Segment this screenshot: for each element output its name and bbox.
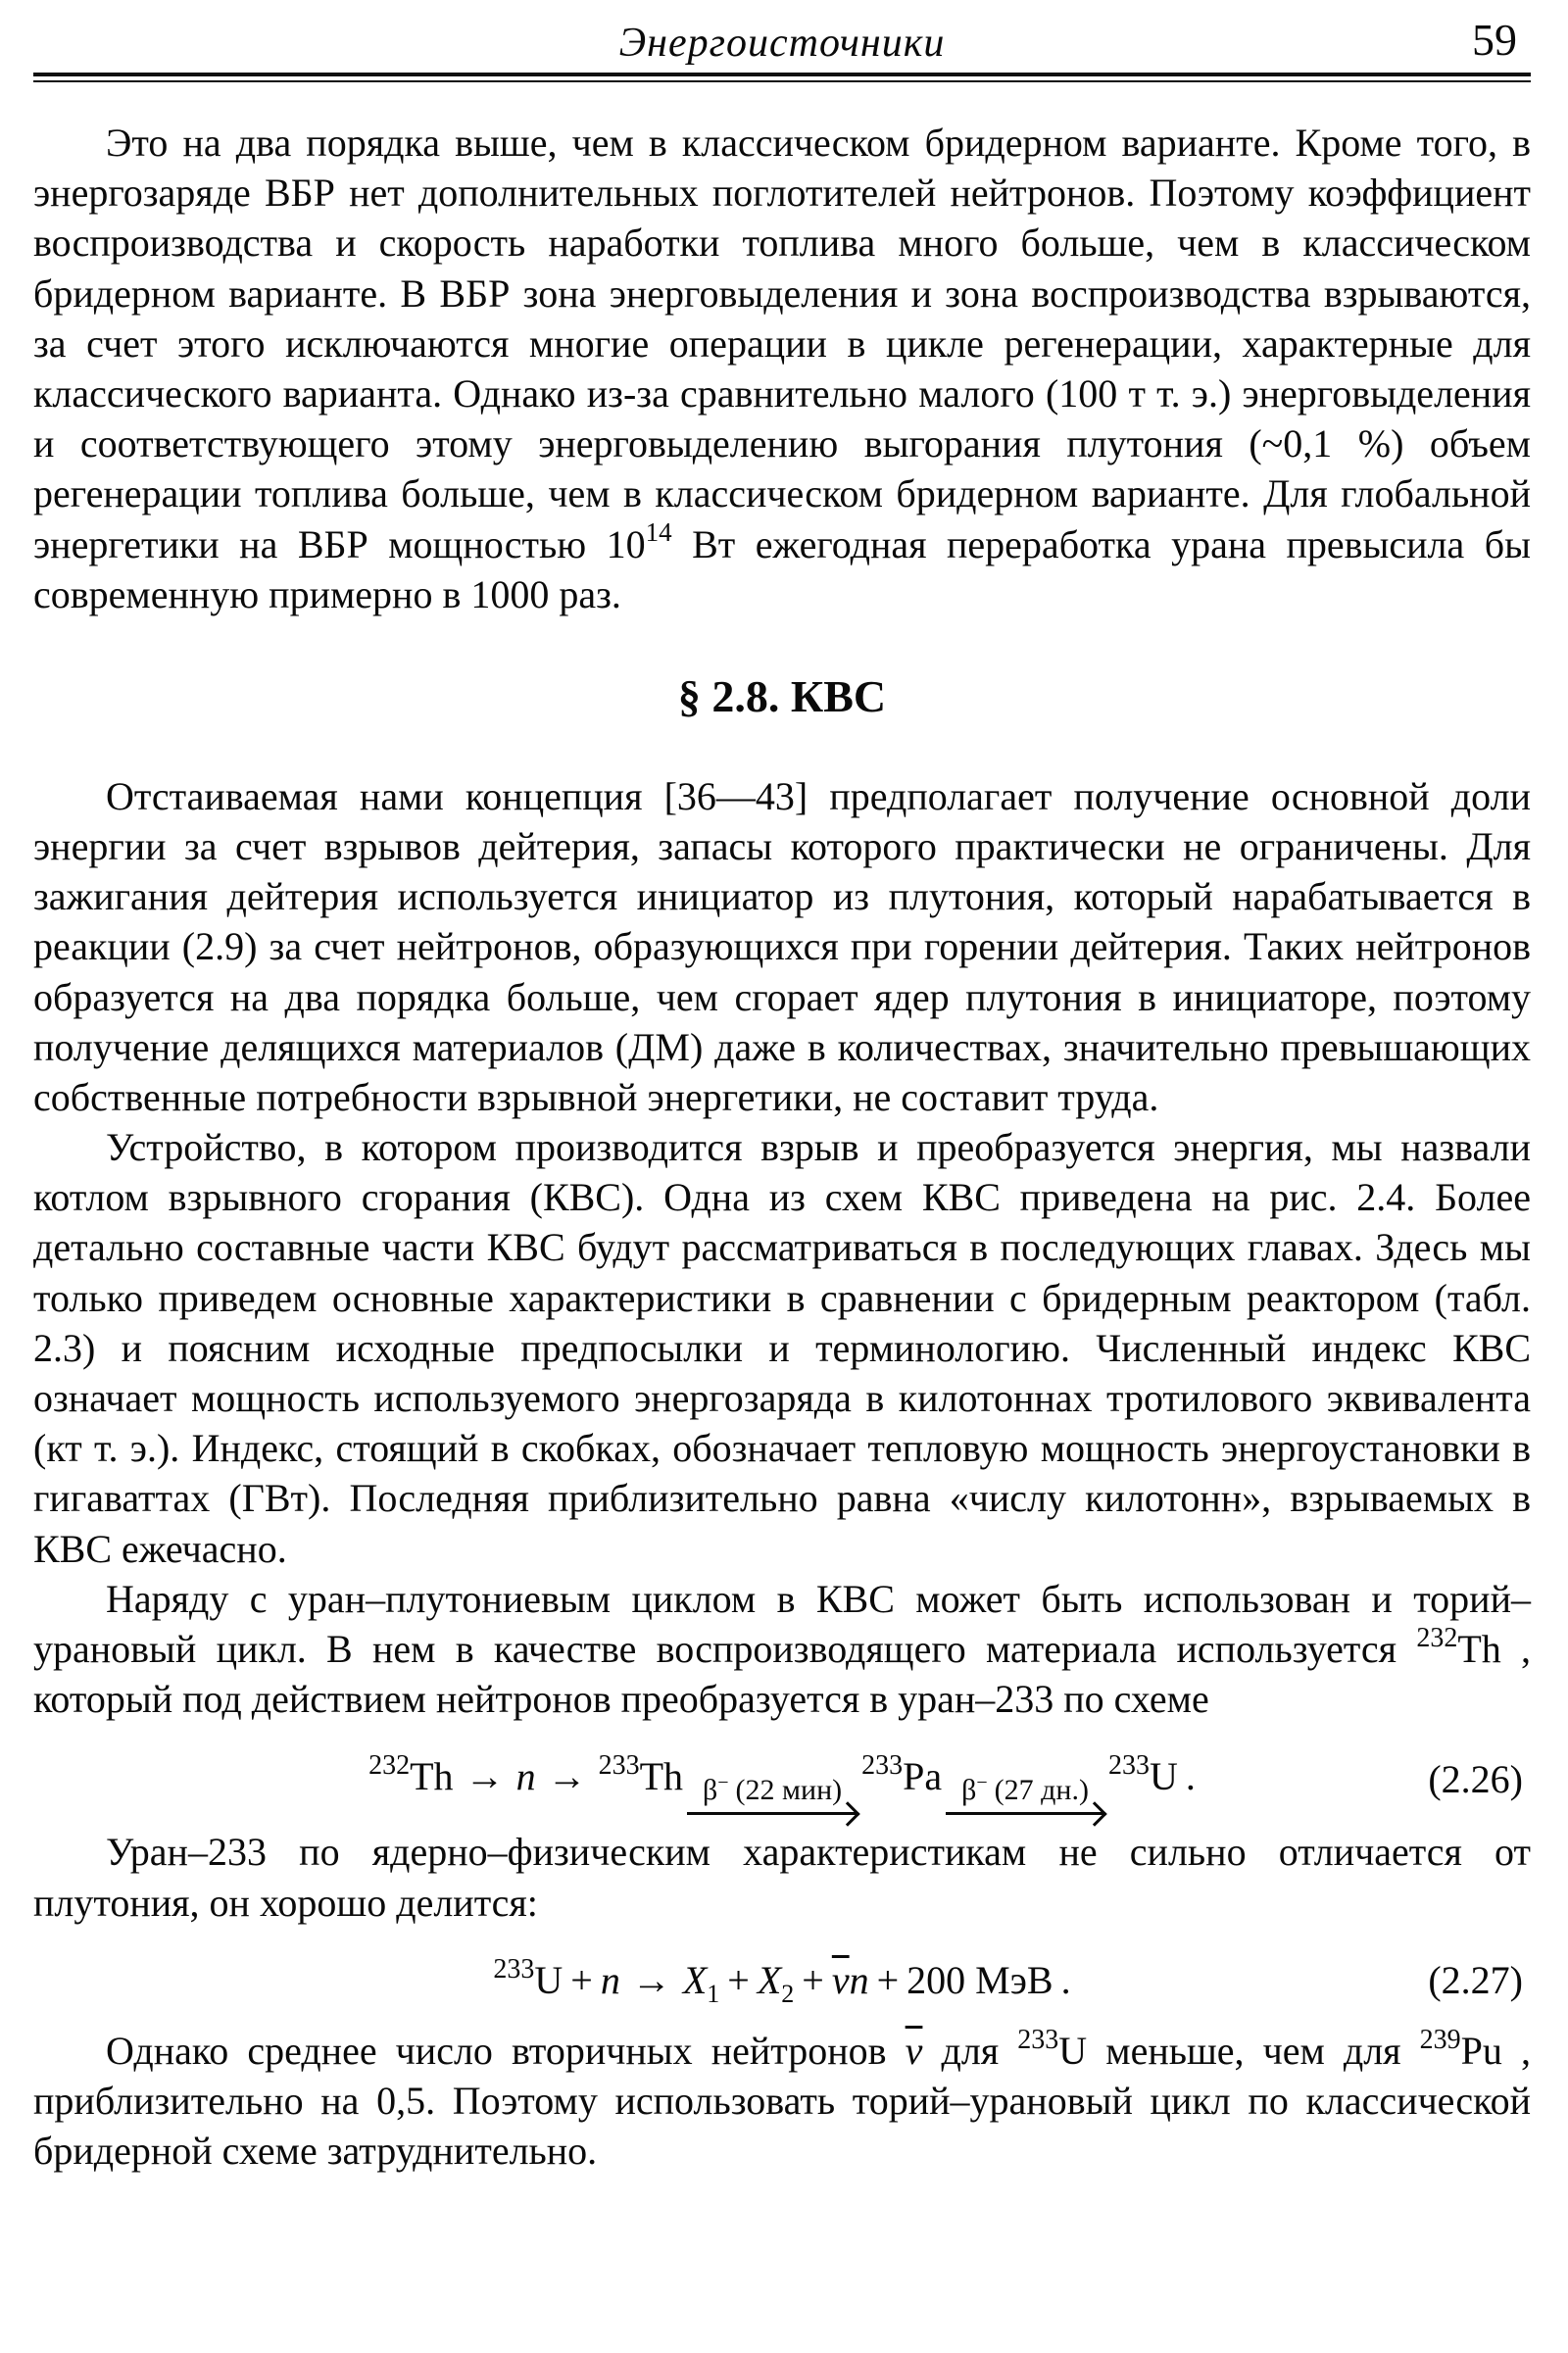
- paragraph-6: [33, 2026, 1531, 2177]
- paragraph-2: Отстаиваемая нами концепция [36—43] предполагает получение основной доли энергии за счет взрывов дейтерия, запасы которого практически не ограничены. Для зажигания дейтерия используется инициатор из плутония, который нарабатывается в реакции (2.9) за счет нейтронов, образующихся при горении дейтерия. Таких нейтронов образуется на два порядка больше, чем сгорает ядер плутония в инициаторе, поэтому получение делящихся материалов (ДМ) даже в количествах, значительно превышающих собственные потребности взрывной энергетики, не составит труда.: [33, 773, 1531, 1119]
- page-body: [33, 118, 1531, 2176]
- paragraph-4: [33, 1574, 1531, 1725]
- paragraph-1: [33, 118, 1531, 619]
- nuclide-th233: [598, 1750, 683, 1800]
- beta-symbol-2: β: [961, 1774, 977, 1807]
- arrow-right-2: →: [547, 1754, 587, 1799]
- arrow-right-1: →: [465, 1754, 505, 1799]
- u233-mass: 233: [1107, 1750, 1150, 1782]
- neutron-symbol: n: [849, 1957, 869, 2002]
- plus-sign: +: [727, 1957, 750, 2002]
- equation-2-26: [33, 1750, 1531, 1807]
- energy-release: 200 МэВ: [906, 1957, 1054, 2002]
- plus-sign: +: [570, 1957, 593, 2002]
- nu-bar-n-term: [832, 1957, 869, 2004]
- power-exponent: 14: [645, 516, 672, 547]
- fragment-x1: $X_1$: [682, 1957, 720, 2008]
- page-number: 59: [1472, 15, 1517, 65]
- arrow-shaft-icon: [946, 1812, 1104, 1815]
- arrow-shaft-icon: [687, 1812, 858, 1815]
- nuclide-th232: [368, 1750, 454, 1800]
- plus-sign: +: [802, 1957, 824, 2002]
- th232-mass: 232: [368, 1750, 411, 1782]
- nuclide-u233: [493, 1953, 564, 2004]
- th233-mass: 233: [598, 1750, 640, 1782]
- running-title: Энергоисточники: [618, 21, 946, 66]
- u233-symbol: U: [1149, 1754, 1178, 1799]
- fragment-x2: $X_2$: [757, 1957, 795, 2008]
- nu-bar-symbol: $\overline{\nu}$: [905, 2028, 923, 2073]
- header-rule: [33, 73, 1531, 82]
- paragraph-6-text-a: Однако среднее число вторичных нейтронов: [106, 2028, 906, 2073]
- neutron-symbol: n: [600, 1957, 620, 2002]
- beta-symbol: β: [703, 1774, 718, 1807]
- paragraph-3: Устройство, в котором производится взрыв и преобразуется энергия, мы назвали котлом взрывного сгорания (КВС). Одна из схем КВС приведена на рис. 2.4. Более детально составные части КВС будут рассматриваться в последующих главах. Здесь мы только приведем основные характеристики в сравнении с бридерным реактором (табл. 2.3) и поясним исходные предпосылки и терминологию. Численный индекс КВС означает мощность используемого энергозаряда в килотоннах тротилового эквивалента (кт т. э.). Индекс, стоящий в скобках, обозначает тепловую мощность энергоустановки в гигаваттах (ГВт). Последняя приблизительно равна «числу килотонн», взрываемых в КВС ежечасно.: [33, 1125, 1531, 1571]
- paragraph-1-text-a: Это на два порядка выше, чем в классическом бридерном варианте. Кроме того, в энергозаряде ВБР нет дополнительных поглотителей нейтронов. Поэтому коэффициент воспроизводства и скорость наработки топлива много больше, чем в классическом бридерном варианте. В ВБР зона энерговыделения и зона воспроизводства взрываются, за счет этого исключаются многие операции в цикле регенерации, характерные для классического варианта. Однако из-за сравнительно малого (100 т т. э.) энерговыделения и соответствующего этому энерговыделению выгорания плутония (~0,1 %) объем регенерации топлива больше, чем в классическом бридерном варианте. Для глобальной энергетики на ВБР мощностью 10: [33, 121, 1531, 566]
- arrow-right: →: [631, 1957, 671, 2002]
- paragraph-4-text-b: , который под действием нейтронов преобразуется в уран–233 по схеме: [33, 1626, 1532, 1722]
- pa233-mass: 233: [861, 1750, 904, 1782]
- decay-arrow-1-label: [687, 1774, 858, 1812]
- equation-period: .: [1185, 1754, 1196, 1799]
- equation-2-26-body: [368, 1750, 1196, 1807]
- th232-symbol: Th: [410, 1754, 454, 1799]
- thorium-232-symbol: Th: [1457, 1626, 1501, 1671]
- half-life-22-min: (22 мин): [735, 1774, 843, 1807]
- thorium-232-mass: 232: [1416, 1622, 1458, 1653]
- paragraph-4-text-a: Наряду с уран–плутониевым циклом в КВС может быть использован и торий–урановый цикл. В нем в качестве воспроизводящего материала используется: [33, 1576, 1531, 1671]
- paragraph-5: Уран–233 по ядерно–физическим характеристикам не сильно отличается от плутония, он хорошо делится:: [33, 1830, 1531, 1925]
- decay-arrow-1: [687, 1774, 858, 1815]
- half-life-27-days: (27 дн.): [994, 1774, 1089, 1807]
- equation-2-27: [33, 1953, 1531, 2008]
- equation-2-27-body: [493, 1953, 1071, 2008]
- equation-2-26-number: (2.26): [1428, 1756, 1523, 1801]
- equation-2-27-number: (2.27): [1428, 1957, 1523, 2002]
- nuclide-pa233: [861, 1750, 943, 1800]
- beta-minus-sign: −: [717, 1772, 729, 1794]
- paragraph-6-text-c: меньше, чем для: [1087, 2028, 1420, 2073]
- u233-symbol: U: [534, 1957, 564, 2002]
- paragraph-1-text-b: Вт ежегодная переработка урана превысила бы современную примерно в 1000 раз.: [33, 521, 1531, 616]
- paragraph-6-text-b: для: [922, 2028, 1018, 2073]
- paragraph-6-text-d: , приблизительно на 0,5. Поэтому использовать торий–урановый цикл по классической бридерной схеме затруднительно.: [33, 2028, 1532, 2174]
- running-head: [33, 8, 1531, 73]
- th233-symbol: Th: [639, 1754, 683, 1799]
- equation-period: .: [1060, 1957, 1071, 2002]
- plus-sign: +: [876, 1957, 900, 2002]
- nuclide-pu239-inline: $^{239}$Pu: [1419, 2024, 1502, 2073]
- section-heading: § 2.8. КВС: [677, 670, 887, 721]
- u233-mass: 233: [493, 1953, 535, 1985]
- nuclide-u233: [1107, 1750, 1178, 1800]
- pa233-symbol: Pa: [903, 1754, 943, 1799]
- nu-bar-symbol: $\overline{\nu}$: [831, 1957, 850, 2002]
- decay-arrow-2: [946, 1774, 1104, 1815]
- nuclide-u233-inline: $^{233}$U: [1017, 2024, 1088, 2073]
- beta-minus-sign-2: −: [976, 1772, 988, 1794]
- decay-arrow-2-label: [946, 1774, 1104, 1812]
- neutron-symbol: n: [515, 1754, 536, 1799]
